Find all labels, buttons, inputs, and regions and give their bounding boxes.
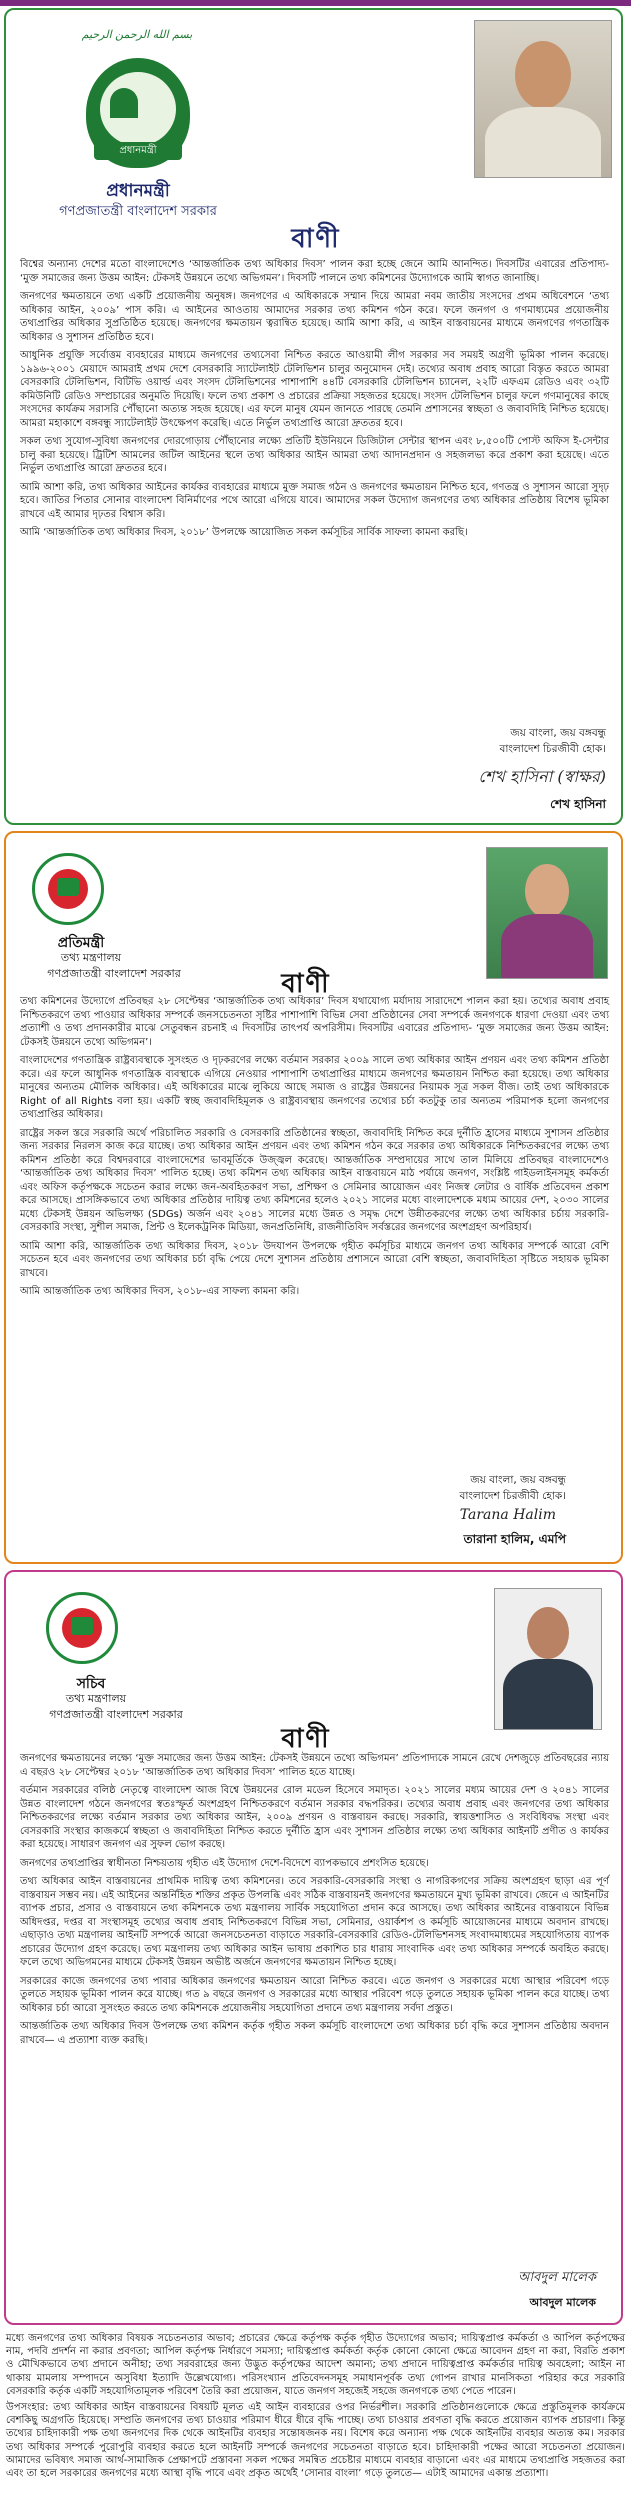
sm-closing-2: বাংলাদেশ চিরজীবী হোক। [459,1490,566,1502]
sm-signature: Tarana Halim [459,1507,556,1523]
pm-org: গণপ্রজাতন্ত্রী বাংলাদেশ সরকার [59,204,217,219]
sec-para: তথ্য অধিকার আইন বাস্তবায়নের প্রাথমিক দায়িত্ব তথ্য কমিশনের। তবে সরকারি-বেসরকারি সংস্থা ও নাগরিকগণের সক্রিয় অংশগ্রহণ ছাড়া এর পূর্ণ বাস্তবায়ন সম্ভব নয়। এই আইনের অন্তর্নিহিত শক্তির প্রকৃত উপলব্ধি এবং সঠিক বাস্তবায়নই জনগণের ক্ষমতায়নে মুখ্য ভূমিকা রাখবে। জেনে এ আইনটির ব্যাপক প্রচার, প্রসার ও বাস্তবায়নে তথ্য কমিশনকে তথ্য মন্ত্রণালয় সার্বিক সহযোগিতা প্রদান করে আসছে। তথ্য অধিকার আইনের বাস্তবায়নে বিভিন্ন অধিদপ্তর, দপ্তর বা সংস্থাসমূহ তথ্যের অবাধ প্রবাহ নিশ্চিতকরণে বিভিন্ন সভা, সেমিনার, ওয়ার্কশপ ও কর্মসূচি আয়োজনের মাধ্যমে অবদান রাখছে। এছাড়াও তথ্য মন্ত্রণালয় আইনটি সম্পর্কে আরো জনসচেতনতা বাড়াতে সরকারি-বেসরকারি রেডিও-টেলিভিশনসহ সংবাদমাধ্যমের সহযোগিতায় ব্যাপক প্রচারের উদ্যোগ গ্রহণ করেছে। তথ্য মন্ত্রণালয় তথ্য অধিকার আইন ভাষায় প্রকাশিত চার ধারায় সাংবাদিক এবং তথ্য অধিকার সম্পর্কে অবহিত করছে। ফলে তথ্যে অভিগমনের মাধ্যমে টেকসই উন্নয়ন অভীষ্ট অর্জনে জনগণের ক্ষমতায়ন নিশ্চিত হচ্ছে। [20,1876,609,1968]
sm-ministry: তথ্য মন্ত্রণালয় [60,951,122,964]
article-para: উপসংহার: তথ্য অধিকার আইন বাস্তবায়নের বিষয়টি মূলত এই আইন ব্যবহারের ওপর নির্ভরশীল। সরকারি প্রতিষ্ঠানগুলোকে ক্ষেত্রে প্রস্তুতিমূলক কার্যক্রমে বেশকিছু অগ্রগতি হিয়েছে। সম্প্রতি জনগণের তথ্য চাওয়ার পরিমাণ ধীরে ধীরে বৃদ্ধি পাচ্ছে। তথ্য চাওয়ার প্রবণতা বৃদ্ধি করতে প্রয়োজন ব্যাপক প্রচারণা। কিন্তু তথ্যের চাহিদাকারী পক্ষ তথা জনগণের দিক থেকে আইনটির ব্যবহার সন্তোষজনক নয়। বিশেষ করে অন্যান্য পক্ষ থেকে আইনটির ব্যবহার অত্যন্ত কম। সরকার তথ্য অধিকার সম্পর্কে পুরোপুরি ব্যবহার করতে হলে আইনটি সম্পর্কে জনগণের সচেতনতা বাড়াতে হবে। চাহিদাকারী পক্ষের আরো সচেতনতা প্রয়োজন। আমাদের ভবিষ্যৎ সমাজ আর্থ-সামাজিক প্রেক্ষাপটে প্রস্তাবনা সকল পক্ষের সমন্বিত প্রচেষ্টার মাধ্যমে ব্যবহার বাড়ানো এবং এর মাধ্যমে তথ্যপ্রাপ্তি সহজতর করা এবং তা হলে সরকারের জনগণের মধ্যে আস্থা বৃদ্ধি পাবে এবং প্রকৃত অর্থেই ‘সোনার বাংলা’ গড়ে তুলতে— এটাই আমাদের একান্ত প্রত্যাশা। [6,2402,625,2480]
pm-closing-1: জয় বাংলা, জয় বঙ্গবন্ধু [510,727,606,739]
pm-para: বিশ্বের অন্যান্য দেশের মতো বাংলাদেশেও ‘আন্তর্জাতিক তথ্য অধিকার দিবস’ পালন করা হচ্ছে জেনে আমি আনন্দিত। দিবসটির এবারের প্রতিপাদ্য- ‘মুক্ত সমাজের জন্য উত্তম আইন: টেকসই উন্নয়নে তথ্যে অভিগমন’। দিবসটি পালনে তথ্য কমিশনের উদ্যোগকে আমি স্বাগত জানাচ্ছি। [20,259,609,284]
pm-signature: শেখ হাসিনা (স্বাক্ষর) [478,767,606,786]
pm-body [20,258,609,545]
top-strip [0,0,631,6]
pm-closing-2: বাংলাদেশ চিরজীবী হোক। [499,743,606,755]
sec-title: সচিব [76,1676,106,1692]
pm-para: জনগণের ক্ষমতায়নে তথ্য একটি প্রয়োজনীয় অনুষঙ্গ। জনগণের এ অধিকারকে সম্মান দিয়ে আমরা নবম জাতীয় সংসদের প্রথম অধিবেশনে ‘তথ্য অধিকার আইন, ২০০৯’ পাস করি। এ আইনের আওতায় আমাদের সরকার তথ্য কমিশন গঠন করে। ফলে জনগণ ও গণমাধ্যমের প্রয়োজনীয় তথ্যপ্রাপ্তির অধিকার সুপ্রতিষ্ঠিত হয়েছে। জনগণের ক্ষমতায়ন ত্বরান্বিত হয়েছে। আমি আশা করি, এ আইন বাস্তবায়নের মাধ্যমে জনগণের গণতান্ত্রিক অধিকার ও সুশাসন প্রতিষ্ঠিত হবে। [20,291,609,343]
sec-para: বর্তমান সরকারের বলিষ্ঠ নেতৃত্বে বাংলাদেশ আজ বিশ্বে উন্নয়নের রোল মডেল হিসেবে সমাদৃত। ২০২১ সালের মধ্যম আয়ের দেশ ও ২০৪১ সালের উন্নত বাংলাদেশ গঠনে জনগণের স্বতঃস্ফূর্ত অংশগ্রহণ নিশ্চিতকরণে বর্তমান সরকার বদ্ধপরিকর। তথ্যের অবাধ প্রবাহ এবং জনগণের তথ্য অধিকার নিশ্চিতকরণের লক্ষ্যে বর্তমান সরকার তথ্য অধিকার আইন, ২০০৯ প্রণয়ন ও বাস্তবায়ন করছে। সরকারি, স্বায়ত্তশাসিত ও সংবিধিবদ্ধ সংস্থা এবং বেসরকারি সংস্থার কাজকর্মে স্বচ্ছতা ও জবাবদিহিতা নিশ্চিত করতে দুর্নীতি হ্রাস এবং সুশাসন প্রতিষ্ঠার লক্ষ্যে তথ্য অধিকার আইনটি প্রণীত ও কার্যকর করা হয়েছে। সাধারণ জনগণ এর সুফল ভোগ করছে। [20,1785,609,1850]
sec-para: আন্তর্জাতিক তথ্য অধিকার দিবস উপলক্ষে তথ্য কমিশন কর্তৃক গৃহীত সকল কর্মসূচি বাংলাদেশে তথ্য অধিকার চর্চা বৃদ্ধি করে সুশাসন প্রতিষ্ঠায় অবদান রাখবে— এ প্রত্যাশা ব্যক্ত করছি। [20,2021,609,2046]
secretary-panel [4,1570,623,2325]
sm-org: গণপ্রজাতন্ত্রী বাংলাদেশ সরকার [47,967,181,980]
sec-para: সরকারের কাজে জনগণের তথ্য পাবার অধিকার জনগণের ক্ষমতায়ন আরো নিশ্চিত করবে। এতে জনগণ ও সরকারের মধ্যে আস্থার পরিবেশ গড়ে তুলতে সহায়ক ভূমিকা পালন করে যাচ্ছে। গত ৯ বছরে জনগণ ও সরকারের মধ্যে আস্থার পরিবেশ গড়ে তুলতে সহায়ক ভূমিকা পালন করে যাচ্ছে। তথ্য অধিকার চর্চা আরো সুসংহত করতে তথ্য কমিশনকে প্রয়োজনীয় সহযোগিতা প্রদানে তথ্য মন্ত্রণালয় সর্বদা প্রস্তুত। [20,1975,609,2014]
sm-para: রাষ্ট্রের সকল স্তরে সরকারি অর্থে পরিচালিত সরকারি ও বেসরকারি প্রতিষ্ঠানের স্বচ্ছতা, জবাবদিহি নিশ্চিত করে দুর্নীতি হ্রাসের মাধ্যমে সুশাসন প্রতিষ্ঠার জন্য সরকার নিরলস কাজ করে যাচ্ছে। তথ্য অধিকার আইন প্রণয়ন এবং তথ্য কমিশন গঠন করে সরকার তথ্য অধিকারকে নিশ্চিতকরণের লক্ষ্যে তথ্য কমিশন প্রতিষ্ঠা করে বিশ্বদরবারে বাংলাদেশের ভাবমূর্তিকে উজ্জ্বল করেছে। আন্তর্জাতিক সম্প্রদায়ের সাথে তাল মিলিয়ে প্রতিবছর বাংলাদেশেও ‘আন্তর্জাতিক তথ্য অধিকার দিবস’ পালিত হচ্ছে। তথ্য কমিশন তথ্য অধিকার আইন বাস্তবায়নে মাঠ পর্যায়ে জনগণ, সংশ্লিষ্ট গাইডলাইনসমূহ কর্মকর্তা এবং অফিস কর্তৃপক্ষকে সচেতন করার লক্ষ্যে জন-অবহিতকরণ সভা, প্রশিক্ষণ ও সেমিনার আয়োজন এবং নিজস্ব লেটার ও বার্ষিক প্রতিবেদন প্রকাশ করে আসছে। প্রাসঙ্গিকভাবে তথ্য অধিকার প্রতিষ্ঠার দায়িত্ব তথ্য কমিশনের হলেও ২০২১ সালের মধ্যে বাংলাদেশকে মধ্যম আয়ের দেশ, ২০৩০ সালের মধ্যে টেকসই উন্নয়ন অভিলক্ষ্য (SDGs) অর্জন এবং ২০৪১ সালের মধ্যে উন্নত ও সমৃদ্ধ দেশে উন্নীতকরণের লক্ষ্যে তথ্য অধিকার চর্চায় সরকারি-বেসরকারি সংস্থা, সুশীল সমাজ, প্রিন্ট ও ইলেকট্রনিক মিডিয়া, জনপ্রতিনিধি, রাজনীতিবিদ সর্বস্তরের জনগণের অংশগ্রহণ অপরিহার্য। [20,1127,609,1233]
pm-office-seal: প্রধানমন্ত্রী [86,58,190,168]
pm-title: প্রধানমন্ত্রী [106,181,170,201]
sec-portrait [494,1588,602,1730]
govt-seal [46,1592,118,1664]
sm-body [20,995,609,1304]
sm-name: তারানা হালিম, এমপি [463,1532,566,1546]
sec-org: গণপ্রজাতন্ত্রী বাংলাদেশ সরকার [49,1708,183,1721]
sm-para: বাংলাদেশের গণতান্ত্রিক রাষ্ট্রব্যবস্থাকে সুসংহত ও দৃঢ়করণের লক্ষ্যে বর্তমান সরকার ২০০৯ সালে তথ্য অধিকার আইন প্রণয়ন এবং তথ্য কমিশন প্রতিষ্ঠা করে। এর ফলে আধুনিক গণতান্ত্রিক ব্যবস্থাকে এগিয়ে নেওয়ার পাশাপাশি তথ্যপ্রাপ্তির মাধ্যমে জনগণের ক্ষমতায়ন নিশ্চিত করা হয়েছে। তথ্য অধিকার মানুষের অন্যতম মৌলিক অধিকার। এই অধিকারের মাঝে লুকিয়ে আছে সমাজ ও রাষ্ট্রের উন্নয়নের নিয়ামক সূত্র সকল বীজ। তাই তথ্য অধিকারকে Right of all Rights বলা হয়। একটি স্বচ্ছ জবাবদিহিমূলক ও রাষ্ট্রব্যবস্থায় জনগণের তথ্যের চর্চা কতটুকু তার অন্যতম পরিমাপক হলো জনগণের তথ্যপ্রাপ্তির অধিকার। [20,1055,609,1120]
state-minister-panel [4,831,623,1564]
sm-para: তথ্য কমিশনের উদ্যোগে প্রতিবছর ২৮ সেপ্টেম্বর ‘আন্তর্জাতিক তথ্য অধিকার’ দিবস যথাযোগ্য মর্যাদায় সারাদেশে পালন করা হয়। তথ্যের অবাধ প্রবাহ নিশ্চিতকরণে তথ্য পাওয়ার অধিকার সম্পর্কে জনসচেতনতা সৃষ্টির পাশাপাশি বিভিন্ন সেবা প্রতিষ্ঠানের সেবা সম্পর্কে জনগণকে ধারণা দেওয়া এবং তথ্য প্রত্যাশী ও তথ্য প্রদানকারীর মাঝে সেতুবন্ধন রচনাই এ দিবসটির তাৎপর্য অপরিসীম। দিবসটির এবারের প্রতিপাদ্য- ‘মুক্ত সমাজের জন্য উত্তম আইন: টেকসই উন্নয়নে তথ্যে অভিগমন’। [20,996,609,1048]
sec-body [20,1752,609,2052]
sec-para: জনগণের ক্ষমতায়নের লক্ষ্যে ‘মুক্ত সমাজের জন্য উত্তম আইন: টেকসই উন্নয়নে তথ্যে অভিগমন’ প্রতিপাদ্যকে সামনে রেখে দেশজুড়ে প্রতিবছরের ন্যায় এ বছরও ২৮ সেপ্টেম্বর ২০১৮ ‘আন্তর্জাতিক তথ্য অধিকার দিবস’ পালিত হতে যাচ্ছে। [20,1753,609,1778]
pm-para: সকল তথ্য সুযোগ-সুবিধা জনগণের দোরগোড়ায় পৌঁছানোর লক্ষ্যে প্রতিটি ইউনিয়নে ডিজিটাল সেন্টার স্থাপন এবং ৮,৫০০টি পোস্ট অফিস ই-সেন্টার চালু করা হয়েছে। ট্রিটিশ আমলের জটিল আইনের স্থলে তথ্য অধিকার আইন আমরা তথ্য আদানপ্রদান ও সহজলভ্য করে প্রকাশ করা হয়েছে। এতে নির্ভুল তথ্যপ্রাপ্তি আরো দ্রুততর হবে। [20,436,609,474]
article-para: মধ্যে জনগণের তথ্য অধিকার বিষয়ক সচেতনতার অভাব; প্রচারের ক্ষেত্রে কর্তৃপক্ষ কর্তৃক গৃহীত উদ্যোগের অভাব; দায়িত্বপ্রাপ্ত কর্মকর্তা ও আপিল কর্তৃপক্ষের নাম, পদবি প্রদর্শন না করার প্রবণতা; আপিল কর্তৃপক্ষ নির্ধারণে সমস্যা; দায়িত্বপ্রাপ্ত কর্মকর্তা কর্তৃক কোনো কোনো ক্ষেত্রে আবেদন গ্রহণ না করা, বিরতি প্রকাশ ও মৌখিকভাবে তথ্য প্রদানে অনীহা; তথ্য সরবরাহের জন্য উদ্ভুত কর্তৃপক্ষের আদেশ অমান্য; তথ্য প্রদানে দায়িত্বপ্রাপ্ত কর্মকর্তার দায়িত্ব অবহেলা; আইন না থাকায় মামলায় সম্পাদনে অসুবিধা ইত্যাদি উল্লেখযোগ্য। পরিসংখ্যান প্রতিবেদনসমূহ সমাধানপূর্বক তথ্য গোপন রাখার মানসিকতা পরিহার করে সরকারি বেসরকারি কর্তৃক একটি সহযোগিতামূলক পরিবেশ তৈরি করা প্রয়োজন, যাতে জনগণ সহজেই সহজে জনগণকে তথ্য পেতে পারেন। [6,2333,625,2397]
sec-ministry: তথ্য মন্ত্রণালয় [65,1692,127,1705]
pm-para: আমি আশা করি, তথ্য অধিকার আইনের কার্যকর ব্যবহারের মাধ্যমে মুক্ত সমাজ গঠন ও জনগণের ক্ষমতায়ন নিশ্চিত হবে, গণতন্ত্র ও সুশাসন আরো সুদৃঢ় হবে। জাতির পিতার সোনার বাংলাদেশ বিনির্মাণের পথে আরো এগিয়ে যাবে। আমাদের সকল উদ্যোগ জনগণের তথ্য অধিকার প্রতিষ্ঠায় বিশেষ ভূমিকা রাখবে এই আমার দৃঢ়তর বিশ্বাস করি। [20,481,609,520]
sm-heading: বাণী [281,969,331,999]
pm-portrait [474,20,612,178]
sm-closing-1: জয় বাংলা, জয় বঙ্গবন্ধু [470,1474,566,1486]
sec-para: জনগণের তথ্যপ্রাপ্তির স্বাধীনতা নিশ্চয়তায় গৃহীত এই উদ্যোগ দেশে-বিদেশে ব্যাপকভাবে প্রশংসিত হয়েছে। [20,1857,429,1869]
sm-title: প্রতিমন্ত্রী [57,935,105,951]
arabic-inscription: بسم الله الرحمن الرحيم [81,28,193,41]
pm-message-panel [4,8,623,825]
sm-para: আমি আন্তর্জাতিক তথ্য অধিকার দিবস, ২০১৮-এর সাফল্য কামনা করি। [20,1286,300,1297]
sec-name: আবদুল মালেক [529,2296,596,2309]
sec-heading: বাণী [281,1724,331,1754]
pm-name: শেখ হাসিনা [550,797,606,811]
pm-para: আমি ‘আন্তর্জাতিক তথ্য অধিকার দিবস, ২০১৮’ উপলক্ষে আয়োজিত সকল কর্মসূচির সার্বিক সাফল্য কামনা করছি। [20,527,468,538]
sec-signature: আবদুল মালেক [517,2270,596,2285]
govt-seal [32,853,104,925]
pm-para: আধুনিক প্রযুক্তি সর্বোত্তম ব্যবহারের মাধ্যমে জনগণের তথ্যসেবা নিশ্চিত করতে আওয়ামী লীগ সরকার সব সময়ই অগ্রণী ভূমিকা পালন করেছে। ১৯৯৬-২০০১ মেয়াদে আমরাই প্রথম দেশে বেসরকারি স্যাটেলাইট টেলিভিশন চালুর অনুমোদন দেই। তথ্যের অবাধ প্রবাহ আরো বিস্তৃত করতে আমরা বেসরকারি টেলিভিশন, বিটিভি ওয়ার্ল্ড এবং সংসদ টেলিভিশনের পাশাপাশি ৪৪টি বেসরকারি টেলিভিশন চ্যানেল, ২২টি এফএম রেডিও এবং ৩২টি কমিউনিটি রেডিও সম্প্রচারের অনুমতি দিয়েছি। ফলে তথ্য প্রকাশ ও প্রচারের প্রক্রিয়া সহজতর হয়েছে। সংসদ টেলিভিশন চালুর ফলে গণমানুষের কাছে সংসদের কার্যক্রম সরাসরি পৌঁছানো অত্যন্ত সহজ হয়েছে। এর ফলে মানুষ যেমন জানতে পারছে তেমনি প্রশাসনের স্বচ্ছতা ও জবাবদিহি নিশ্চিত হয়েছে। আমরা মহাকাশে বঙ্গবন্ধু স্যাটেলাইট উৎক্ষেপণ করেছি। এতে নির্ভুল তথ্যপ্রাপ্তি আরো দ্রুততর হবে। [20,350,609,429]
sm-portrait [486,847,608,979]
pm-heading: বাণী [291,224,341,254]
article-continuation [6,2332,625,2480]
sm-para: আমি আশা করি, আন্তর্জাতিক তথ্য অধিকার দিবস, ২০১৮ উদযাপন উপলক্ষে গৃহীত কর্মসূচির মাধ্যমে জনগণ তথ্য অধিকার সম্পর্কে আরো বেশি সচেতন হবে এবং জনগণের তথ্য অধিকার চর্চা বৃদ্ধি পেয়ে দেশে সুশাসন প্রতিষ্ঠায় প্রশাসনে আরো বেশি স্বচ্ছতা, জবাবদিহিতা সৃষ্টিতে সহায়ক ভূমিকা রাখবে। [20,1240,609,1279]
